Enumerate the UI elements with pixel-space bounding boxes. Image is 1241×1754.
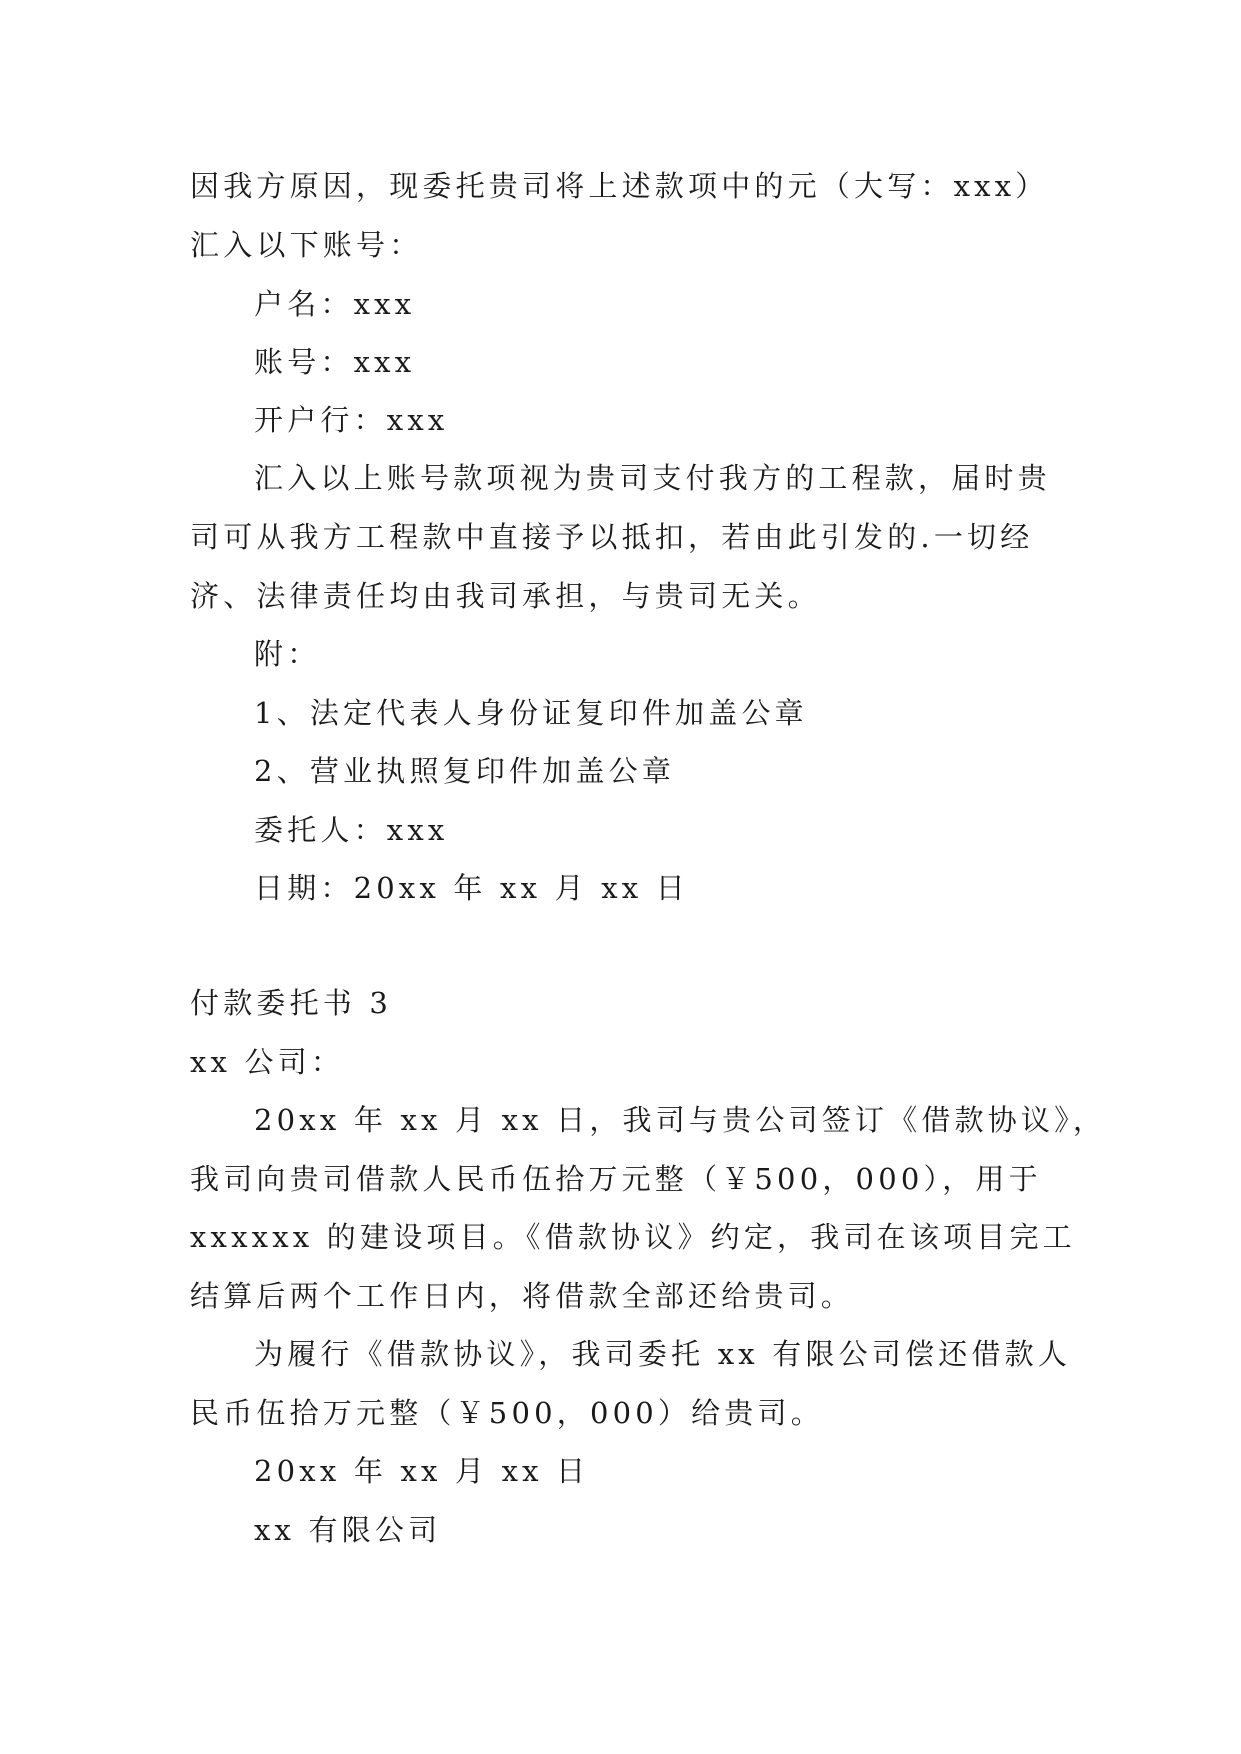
attachment-item: 2、营业执照复印件加盖公章 [254,754,676,788]
paragraph-line: 汇入以下账号： [190,228,423,262]
paragraph-line: 20xx 年 xx 月 xx 日，我司与贵公司签订《借款协议》， [254,1103,1107,1137]
account-name: 户名：xxx [254,287,416,321]
date-line: 日期：20xx 年 xx 月 xx 日 [254,871,689,905]
bank-name: 开户行：xxx [254,403,449,437]
paragraph-line: 司可从我方工程款中直接予以抵扣，若由此引发的.一切经 [190,520,1034,554]
paragraph-line: 结算后两个工作日内，将借款全部还给贵司。 [190,1279,855,1313]
account-number: 账号：xxx [254,345,416,379]
company-name: xx 有限公司 [254,1513,442,1547]
paragraph-line: 因我方原因，现委托贵司将上述款项中的元（大写：xxx） [190,169,1049,203]
paragraph-line: 汇入以上账号款项视为贵司支付我方的工程款，届时贵 [254,461,1051,495]
date-line: 20xx 年 xx 月 xx 日 [254,1454,590,1488]
paragraph-line: 为履行《借款协议》，我司委托 xx 有限公司偿还借款人 [254,1337,1072,1371]
attachment-item: 1、法定代表人身份证复印件加盖公章 [254,696,808,730]
paragraph-line: 济、法律责任均由我司承担，与贵司无关。 [190,579,821,613]
attachments-label: 附： [254,637,321,671]
section-title: 付款委托书 3 [190,986,393,1020]
paragraph-line: 民币伍拾万元整（￥500，000）给贵司。 [190,1396,824,1430]
principal: 委托人：xxx [254,813,449,847]
addressee: xx 公司： [190,1045,345,1079]
paragraph-line: xxxxxx 的建设项目。《借款协议》约定，我司在该项目完工 [190,1220,1076,1254]
paragraph-line: 我司向贵司借款人民币伍拾万元整（￥500，000），用于 [190,1162,1042,1196]
